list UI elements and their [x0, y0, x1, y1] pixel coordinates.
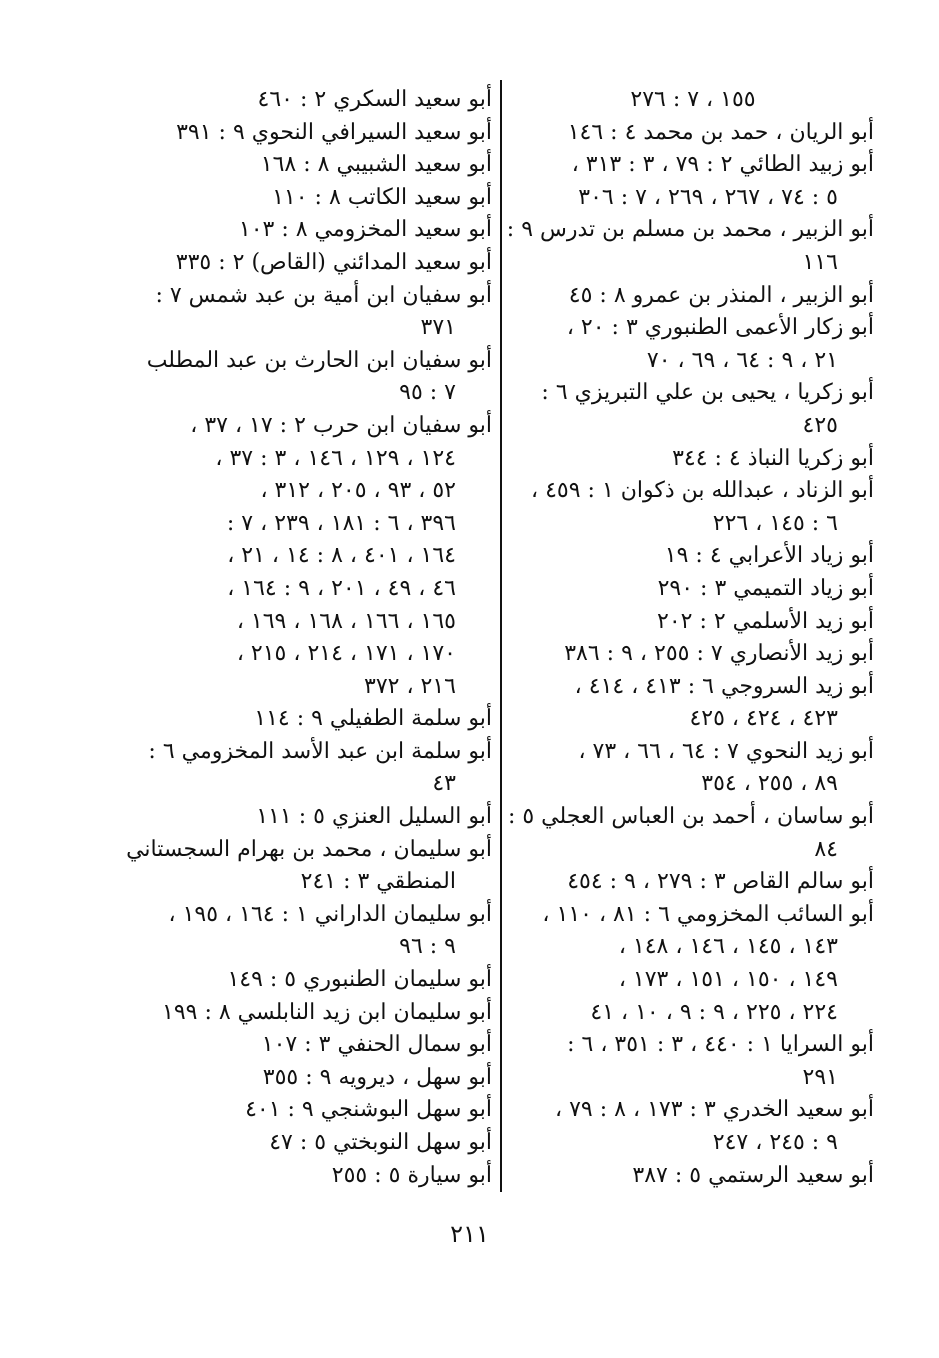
entry-continuation-line: ١٢٤ ، ١٢٩ ، ١٤٦ ، ٣ : ٣٧ ، — [215, 445, 456, 471]
entry-continuation-line: ١١٦ — [802, 249, 838, 275]
entry-line: أبو سليمان الطنبوري ٥ : ١٤٩ — [227, 967, 492, 993]
index-entry — [140, 182, 492, 215]
index-entry — [140, 1160, 492, 1193]
index-entry — [512, 312, 874, 377]
index-column-left — [126, 84, 492, 1192]
entry-line: أبو سعيد السكري ٢ : ٤٦٠ — [257, 87, 492, 112]
entry-continuation-line: ٥ : ٧٤ ، ٢٦٧ ، ٢٦٩ ، ٧ : ٣٠٦ — [578, 184, 838, 210]
entry-line: أبو زياد التميمي ٣ : ٢٩٠ — [657, 575, 874, 601]
entry-continuation-line: ١٤٩ ، ١٥٠ ، ١٥١ ، ١٧٣ ، — [618, 967, 838, 993]
entry-continuation-line: ٣٧١ — [420, 315, 456, 341]
entry-continuation-line: ٢٢٤ ، ٢٢٥ ، ٩ : ٩ ، ١٠ ، ٤١ — [590, 999, 838, 1025]
entry-line: أبو زكار الأعمى الطنبوري ٣ : ٢٠ ، — [566, 315, 874, 341]
entry-continuation-line: ٤٢٣ ، ٤٢٤ ، ٤٢٥ — [689, 706, 838, 732]
entry-continuation-line: المنطقي ٣ : ٢٤١ — [300, 869, 456, 895]
entry-continuation-line: ١٦٥ ، ١٦٦ ، ١٦٨ ، ١٦٩ ، — [236, 608, 456, 634]
entry-line: أبو سلمة الطفيلي ٩ : ١١٤ — [254, 706, 492, 732]
index-entry — [140, 149, 492, 182]
entry-line: ١٥٥ ، ٧ : ٢٧٦ — [630, 87, 756, 112]
index-entry — [512, 1094, 874, 1159]
entry-continuation-line: ٢١٦ ، ٣٧٢ — [364, 673, 456, 699]
entry-line: أبو سليمان ابن زيد النابلسي ٨ : ١٩٩ — [162, 999, 492, 1025]
index-entry — [140, 801, 492, 834]
entry-line: أبو سعيد الخدري ٣ : ١٧٣ ، ٨ : ٧٩ ، — [555, 1097, 874, 1123]
entry-line: أبو سفيان ابن أمية بن عبد شمس ٧ : — [155, 282, 492, 308]
entry-line: أبو سعيد المدائني (القاص) ٢ : ٣٣٥ — [175, 249, 492, 275]
entry-line: أبو سمال الحنفي ٣ : ١٠٧ — [261, 1032, 492, 1058]
index-entry — [140, 214, 492, 247]
entry-continuation-line: ٨٩ ، ٢٥٥ ، ٣٥٤ — [701, 771, 838, 797]
entry-line: أبو الزبير ، المنذر بن عمرو ٨ : ٤٥ — [568, 282, 874, 308]
index-entry — [140, 247, 492, 280]
entry-continuation-line: ٨٤ — [814, 836, 838, 862]
index-entry — [512, 671, 874, 736]
entry-continuation-line: ٤٦ ، ٤٩ ، ٢٠١ ، ٩ : ١٦٤ ، — [227, 575, 456, 601]
index-entry — [140, 410, 492, 703]
index-entry — [140, 117, 492, 150]
entry-line: أبو سهل ، ديرويه ٩ : ٣٥٥ — [262, 1064, 492, 1090]
index-entry — [140, 736, 492, 801]
column-divider — [500, 80, 502, 1192]
index-entry — [506, 214, 874, 279]
entry-line: أبو زيد السروجي ٦ : ٤١٣ ، ٤١٤ ، — [574, 673, 874, 699]
index-entry — [512, 606, 874, 639]
entry-line: أبو سهل النوبختي ٥ : ٤٧ — [269, 1130, 492, 1155]
index-entry — [140, 964, 492, 997]
entry-continuation-line: ٢٩١ — [802, 1064, 838, 1090]
index-entry — [512, 1029, 874, 1094]
entry-line: أبو سفيان ابن الحارث بن عبد المطلب — [146, 347, 492, 373]
index-entry — [140, 1029, 492, 1062]
index-entry — [140, 84, 492, 117]
index-entry — [126, 834, 492, 899]
index-entry — [140, 1094, 492, 1127]
entry-line: أبو الزبير ، محمد بن مسلم بن تدرس ٩ : — [506, 217, 874, 243]
entry-line: أبو سليمان ، محمد بن بهرام السجستاني — [126, 836, 492, 862]
entry-continuation-line: ١٧٠ ، ١٧١ ، ٢١٤ ، ٢١٥ ، — [236, 641, 456, 667]
entry-continuation-line: ٩ : ٢٤٥ ، ٢٤٧ — [712, 1130, 838, 1155]
index-entry — [512, 84, 874, 117]
index-entry — [512, 638, 874, 671]
index-entry — [512, 573, 874, 606]
index-entry — [140, 1062, 492, 1095]
index-entry — [140, 997, 492, 1030]
entry-line: أبو سعيد المخزومي ٨ : ١٠٣ — [238, 217, 492, 243]
entry-line: أبو زيد الأسلمي ٢ : ٢٠٢ — [657, 608, 874, 634]
index-entry — [512, 866, 874, 899]
entry-continuation-line: ٥٢ ، ٩٣ ، ٢٠٥ ، ٣١٢ ، — [260, 478, 456, 504]
entry-line: أبو سليمان الداراني ١ : ١٦٤ ، ١٩٥ ، — [168, 901, 492, 927]
entry-continuation-line: ٩ : ٩٦ — [399, 934, 456, 960]
index-entry — [140, 703, 492, 736]
entry-continuation-line: ٧ : ٩٥ — [399, 380, 456, 406]
entry-continuation-line: ١٦٤ ، ٤٠١ ، ٨ : ١٤ ، ٢١ ، — [227, 543, 456, 569]
entry-line: أبو سيارة ٥ : ٢٥٥ — [331, 1162, 492, 1188]
index-entry — [512, 280, 874, 313]
entry-line: أبو سعيد الكاتب ٨ : ١١٠ — [272, 184, 492, 210]
entry-line: أبو سعيد الشبيبي ٨ : ١٦٨ — [260, 152, 492, 178]
index-entry — [512, 540, 874, 573]
index-entry — [507, 801, 874, 866]
entry-line: أبو سلمة ابن عبد الأسد المخزومي ٦ : — [148, 738, 492, 764]
page-number: ٢١١ — [450, 1220, 489, 1248]
entry-line: أبو السائب المخزومي ٦ : ٨١ ، ١١٠ ، — [542, 901, 874, 927]
entry-line: أبو زيد الأنصاري ٧ : ٢٥٥ ، ٩ : ٣٨٦ — [564, 641, 874, 667]
index-entry — [512, 1160, 874, 1193]
index-entry — [512, 899, 874, 1029]
index-entry — [512, 377, 874, 442]
entry-continuation-line: ٤٢٥ — [802, 412, 838, 438]
entry-line: أبو ساسان ، أحمد بن العباس العجلي ٥ : — [507, 804, 874, 830]
index-entry — [140, 899, 492, 964]
index-entry — [140, 1127, 492, 1160]
entry-continuation-line: ٢١ ، ٩ : ٦٤ ، ٦٩ ، ٧٠ — [646, 347, 838, 373]
index-entry — [140, 280, 492, 345]
entry-line: أبو سعيد السيرافي النحوي ٩ : ٣٩١ — [176, 119, 492, 145]
entry-line: أبو الزناد ، عبدالله بن ذكوان ١ : ٤٥٩ ، — [531, 478, 874, 504]
index-entry — [512, 475, 874, 540]
index-entry — [512, 736, 874, 801]
entry-continuation-line: ٦ : ١٤٥ ، ٢٢٦ — [712, 510, 838, 536]
entry-line: أبو سفيان ابن حرب ٢ : ١٧ ، ٣٧ ، — [190, 412, 492, 438]
index-entry — [512, 149, 874, 214]
entry-continuation-line: ١٤٣ ، ١٤٥ ، ١٤٦ ، ١٤٨ ، — [618, 934, 838, 960]
entry-line: أبو سعيد الرستمي ٥ : ٣٨٧ — [632, 1162, 874, 1188]
entry-continuation-line: ٣٩٦ ، ٦ : ١٨١ ، ٢٣٩ ، ٧ : — [226, 510, 456, 536]
entry-continuation-line: ٤٣ — [432, 771, 456, 797]
entry-line: أبو زياد الأعرابي ٤ : ١٩ — [664, 543, 874, 569]
entry-line: أبو السليل العنزي ٥ : ١١١ — [256, 804, 492, 830]
entry-line: أبو سهل البوشنجي ٩ : ٤٠١ — [245, 1097, 492, 1123]
entry-line: أبو زيد النحوي ٧ : ٦٤ ، ٦٦ ، ٧٣ ، — [578, 738, 874, 764]
entry-line: أبو سالم القاص ٣ : ٢٧٩ ، ٩ : ٤٥٤ — [567, 869, 874, 895]
index-entry — [512, 443, 874, 476]
entry-line: أبو السرايا ١ : ٤٤٠ ، ٣ : ٣٥١ ، ٦ : — [567, 1032, 874, 1058]
index-entry — [512, 117, 874, 150]
index-column-right — [506, 84, 874, 1192]
index-entry — [140, 345, 492, 410]
entry-line: أبو زكريا ، يحيى بن علي التبريزي ٦ : — [541, 380, 874, 406]
entry-line: أبو الريان ، حمد بن محمد ٤ : ١٤٦ — [567, 119, 874, 145]
entry-line: أبو زكريا النباذ ٤ : ٣٤٤ — [672, 445, 874, 471]
entry-line: أبو زبيد الطائي ٢ : ٧٩ ، ٣ : ٣١٣ ، — [571, 152, 874, 178]
